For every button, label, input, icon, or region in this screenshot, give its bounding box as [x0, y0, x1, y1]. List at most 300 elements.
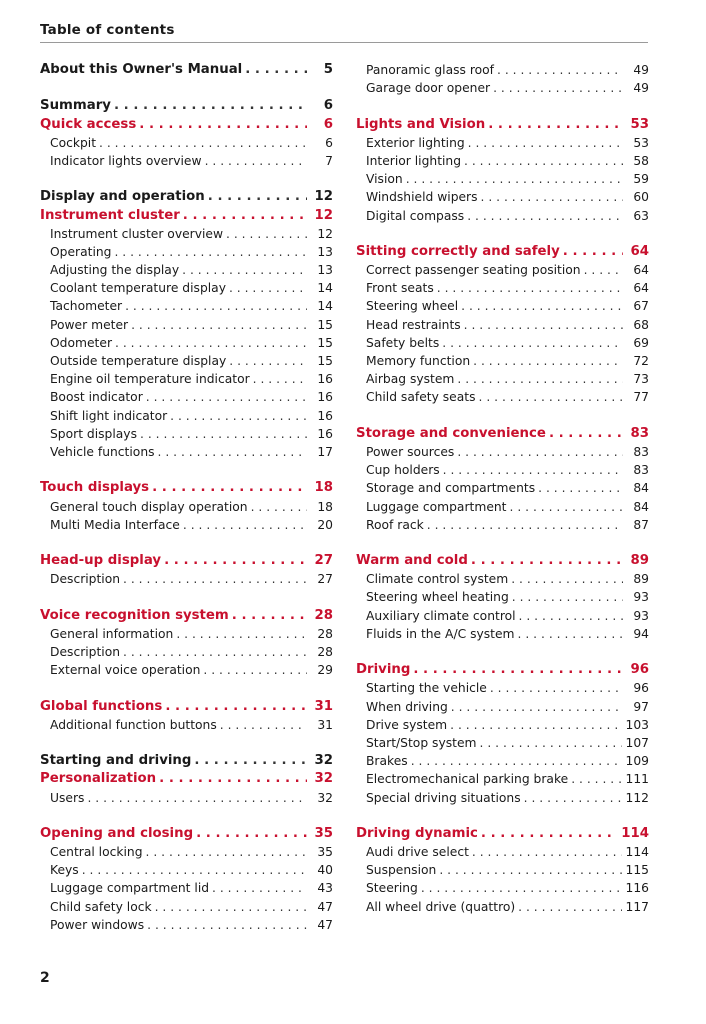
toc-entry-page: 17 — [317, 444, 333, 459]
toc-entry[interactable] — [40, 443, 333, 461]
toc-entry[interactable] — [40, 570, 333, 588]
dot-leader — [511, 570, 623, 588]
toc-entry-label: Description — [50, 572, 121, 587]
toc-entry[interactable] — [40, 370, 333, 388]
dot-leader — [488, 116, 623, 134]
toc-entry-page: 35 — [314, 825, 333, 841]
toc-entry-label: Coolant temperature display — [50, 281, 226, 296]
toc-entry-page: 47 — [317, 917, 333, 932]
toc-entry[interactable] — [356, 716, 649, 734]
toc-entry[interactable] — [356, 570, 649, 588]
toc-entry[interactable] — [40, 352, 333, 370]
toc-entry[interactable] — [356, 170, 649, 188]
toc-entry-label: Indicator lights overview — [50, 153, 202, 168]
toc-entry[interactable] — [40, 716, 333, 734]
toc-entry-page: 97 — [633, 699, 649, 714]
dot-leader — [510, 498, 624, 516]
toc-entry-label: Keys — [50, 863, 79, 878]
toc-entry[interactable] — [40, 879, 333, 897]
toc-entry[interactable] — [356, 607, 649, 625]
toc-section-heading[interactable] — [40, 752, 333, 770]
toc-entry-label: Climate control system — [366, 572, 509, 587]
dot-leader — [563, 243, 623, 261]
toc-entry-page: 49 — [633, 63, 649, 77]
toc-entry-label: Head restraints — [366, 317, 461, 332]
toc-entry[interactable] — [356, 498, 649, 516]
toc-entry-page: 87 — [633, 517, 649, 532]
toc-entry-page: 18 — [314, 480, 333, 496]
toc-entry[interactable] — [356, 279, 649, 297]
toc-entry[interactable] — [356, 370, 649, 388]
dot-leader — [439, 861, 621, 879]
toc-entry-page: 13 — [317, 263, 333, 278]
dot-leader — [421, 879, 622, 897]
dot-leader — [146, 843, 307, 861]
dot-leader — [472, 843, 622, 861]
toc-entry-page: 77 — [633, 390, 649, 405]
toc-entry-label: When driving — [366, 699, 448, 714]
dot-leader — [194, 752, 307, 770]
toc-entry-label: Voice recognition system — [40, 607, 229, 623]
toc-entry-label: Operating — [50, 244, 112, 259]
dot-leader — [481, 188, 623, 206]
dot-leader — [461, 297, 623, 315]
dot-leader — [176, 625, 307, 643]
toc-entry-page: 6 — [323, 116, 333, 132]
toc-entry-page: 114 — [625, 845, 649, 860]
toc-entry[interactable] — [356, 388, 649, 406]
toc-entry[interactable] — [356, 61, 649, 79]
dot-leader — [82, 861, 307, 879]
toc-entry-page: 93 — [633, 590, 649, 605]
toc-entry[interactable] — [356, 334, 649, 352]
dot-leader — [480, 734, 622, 752]
toc-section-heading[interactable] — [356, 243, 649, 261]
dot-leader — [518, 625, 623, 643]
toc-entry-page: 28 — [317, 626, 333, 641]
dot-leader — [479, 388, 623, 406]
toc-entry[interactable] — [356, 443, 649, 461]
toc-entry[interactable] — [356, 625, 649, 643]
toc-entry-page: 103 — [625, 717, 649, 732]
toc-entry-label: Lights and Vision — [356, 116, 486, 132]
toc-entry-page: 16 — [317, 408, 333, 423]
toc-entry-page: 72 — [633, 354, 649, 368]
toc-entry-page: 29 — [317, 663, 333, 678]
toc-entry-label: Driving — [356, 662, 411, 678]
dot-leader — [158, 443, 307, 461]
toc-entry-page: 69 — [633, 335, 649, 350]
toc-entry-label: Engine oil temperature indicator — [50, 372, 250, 387]
toc-entry-label: Multi Media Interface — [50, 517, 180, 532]
toc-entry[interactable] — [40, 516, 333, 534]
toc-entry[interactable] — [356, 770, 649, 788]
toc-entry[interactable] — [356, 79, 649, 97]
toc-entry-page: 32 — [314, 771, 333, 787]
toc-entry[interactable] — [356, 789, 649, 807]
toc-entry[interactable] — [356, 516, 649, 534]
toc-entry-label: Power sources — [366, 444, 455, 459]
dot-leader — [226, 225, 307, 243]
dot-leader — [140, 425, 307, 443]
toc-entry-page: 13 — [317, 244, 333, 259]
toc-entry-page: 83 — [630, 425, 649, 441]
dot-leader — [182, 261, 307, 279]
dot-leader — [164, 552, 307, 570]
dot-leader — [159, 770, 307, 788]
toc-entry[interactable] — [40, 661, 333, 679]
toc-entry-label: Users — [50, 790, 85, 805]
dot-leader — [170, 407, 307, 425]
toc-entry-page: 112 — [625, 790, 649, 805]
toc-entry-label: Additional function buttons — [50, 717, 217, 732]
toc-entry-page: 16 — [317, 372, 333, 387]
dot-leader — [481, 825, 617, 843]
toc-entry-label: Power windows — [50, 917, 145, 932]
toc-entry-label: Child safety seats — [366, 390, 476, 405]
toc-entry[interactable] — [40, 425, 333, 443]
dot-leader — [464, 152, 623, 170]
toc-entry-label: Front seats — [366, 281, 434, 296]
dot-leader — [437, 279, 623, 297]
toc-entry-label: Vehicle functions — [50, 444, 155, 459]
toc-entry[interactable] — [40, 643, 333, 661]
toc-entry-label: Luggage compartment lid — [50, 881, 210, 896]
toc-entry-label: Cup holders — [366, 463, 440, 478]
toc-entry-label: Steering wheel heating — [366, 590, 509, 605]
dot-leader — [245, 61, 307, 79]
toc-entry-label: Shift light indicator — [50, 408, 168, 423]
dot-leader — [519, 607, 623, 625]
toc-entry-label: Correct passenger seating position — [366, 263, 581, 278]
toc-entry-label: Vision — [366, 172, 403, 187]
toc-entry-page: 15 — [317, 335, 333, 350]
toc-entry[interactable] — [356, 861, 649, 879]
toc-entry-label: Garage door opener — [366, 81, 491, 96]
toc-section-heading[interactable] — [40, 188, 333, 206]
dot-leader — [183, 207, 307, 225]
toc-entry-label: Power meter — [50, 317, 129, 332]
toc-entry-label: Digital compass — [366, 208, 465, 223]
toc-section-heading[interactable] — [40, 61, 333, 79]
dot-leader — [451, 698, 623, 716]
toc-entry[interactable] — [40, 843, 333, 861]
toc-entry-label: Driving dynamic — [356, 825, 478, 841]
toc-entry-label: Memory function — [366, 354, 471, 368]
dot-leader — [115, 334, 307, 352]
toc-entry-page: 89 — [630, 553, 649, 569]
dot-leader — [131, 316, 307, 334]
dot-leader — [99, 134, 307, 152]
toc-entry[interactable] — [356, 843, 649, 861]
toc-section-heading[interactable] — [356, 425, 649, 443]
toc-entry-page: 28 — [317, 645, 333, 659]
toc-entry-label: Odometer — [50, 335, 112, 350]
toc-section-heading[interactable] — [40, 97, 333, 115]
toc-entry-page: 59 — [633, 172, 649, 187]
dot-leader — [253, 370, 307, 388]
toc-entry-label: Head-up display — [40, 553, 162, 569]
toc-entry[interactable] — [356, 734, 649, 752]
toc-entry-page: 109 — [625, 754, 649, 769]
toc-entry-label: External voice operation — [50, 663, 201, 678]
toc-entry[interactable] — [356, 261, 649, 279]
toc-entry-page: 60 — [633, 190, 649, 205]
dot-leader — [229, 352, 307, 370]
toc-entry-label: General touch display operation — [50, 499, 248, 514]
toc-section-heading[interactable] — [40, 207, 333, 225]
toc-entry[interactable] — [356, 588, 649, 606]
toc-entry-label: Roof rack — [366, 517, 424, 532]
toc-entry[interactable] — [356, 679, 649, 697]
toc-entry-label: Brakes — [366, 754, 408, 769]
toc-entry-label: Storage and compartments — [366, 481, 536, 496]
page-number: 2 — [40, 970, 50, 986]
toc-entry[interactable] — [40, 898, 333, 916]
toc-entry-page: 15 — [317, 317, 333, 332]
toc-entry-page: 64 — [630, 243, 649, 259]
toc-section-heading[interactable] — [356, 116, 649, 134]
toc-entry[interactable] — [356, 207, 649, 225]
toc-entry[interactable] — [40, 134, 333, 152]
dot-leader — [251, 498, 307, 516]
dot-leader — [411, 752, 622, 770]
toc-entry-page: 63 — [633, 208, 649, 223]
toc-entry-page: 53 — [633, 135, 649, 150]
dot-leader — [212, 879, 307, 897]
toc-entry-label: Warm and cold — [356, 553, 468, 569]
toc-entry-label: Description — [50, 645, 121, 659]
toc-entry-page: 12 — [314, 189, 333, 205]
toc-entry-page: 93 — [633, 608, 649, 623]
dot-leader — [471, 552, 623, 570]
toc-section-heading[interactable] — [40, 607, 333, 625]
toc-entry-label: Start/Stop system — [366, 735, 477, 750]
toc-entry-page: 53 — [630, 116, 649, 132]
dot-leader — [147, 916, 307, 934]
toc-entry-page: 94 — [633, 626, 649, 641]
toc-entry-page: 73 — [633, 372, 649, 387]
toc-entry-label: All wheel drive (quattro) — [366, 899, 516, 914]
toc-entry-label: Suspension — [366, 863, 437, 878]
toc-entry[interactable] — [356, 752, 649, 770]
toc-entry-label: Tachometer — [50, 299, 123, 314]
toc-entry-label: Boost indicator — [50, 390, 143, 405]
dot-leader — [512, 588, 623, 606]
toc-entry-page: 47 — [317, 899, 333, 914]
toc-entry[interactable] — [40, 279, 333, 297]
dot-leader — [457, 370, 623, 388]
toc-entry[interactable] — [356, 479, 649, 497]
toc-entry-page: 27 — [314, 553, 333, 569]
toc-entry-page: 115 — [625, 863, 649, 878]
toc-entry-page: 107 — [625, 735, 649, 750]
toc-entry[interactable] — [40, 861, 333, 879]
header-divider — [40, 42, 648, 43]
toc-entry[interactable] — [40, 334, 333, 352]
dot-leader — [571, 770, 621, 788]
dot-leader — [152, 479, 307, 497]
toc-entry-page: 64 — [633, 281, 649, 296]
toc-entry-page: 27 — [317, 572, 333, 587]
toc-entry-page: 68 — [633, 317, 649, 332]
toc-entry[interactable] — [40, 498, 333, 516]
toc-entry-label: Starting the vehicle — [366, 681, 487, 696]
dot-leader — [125, 297, 307, 315]
dot-leader — [229, 279, 307, 297]
toc-entry-label: Starting and driving — [40, 753, 192, 769]
toc-entry-page: 16 — [317, 426, 333, 441]
toc-entry-label: Panoramic glass roof — [366, 63, 495, 77]
toc-entry[interactable] — [356, 134, 649, 152]
toc-entry-label: Quick access — [40, 116, 137, 132]
toc-entry[interactable] — [40, 789, 333, 807]
toc-column-left — [40, 61, 333, 934]
toc-entry-page: 16 — [317, 390, 333, 405]
toc-entry-page: 6 — [325, 135, 333, 150]
dot-leader — [196, 825, 307, 843]
toc-entry-page: 84 — [633, 499, 649, 514]
toc-entry-label: Touch displays — [40, 480, 150, 496]
toc-entry-label: Opening and closing — [40, 825, 194, 841]
toc-entry[interactable] — [356, 316, 649, 334]
toc-entry[interactable] — [40, 316, 333, 334]
dot-leader — [468, 134, 623, 152]
dot-leader — [406, 170, 623, 188]
toc-entry[interactable] — [356, 879, 649, 897]
dot-leader — [473, 352, 623, 370]
toc-section-heading[interactable] — [356, 552, 649, 570]
dot-leader — [457, 443, 623, 461]
toc-entry-page: 20 — [317, 517, 333, 532]
dot-leader — [146, 388, 307, 406]
toc-entry-label: Steering — [366, 881, 418, 896]
toc-entry[interactable] — [356, 188, 649, 206]
dot-leader — [497, 61, 623, 79]
toc-entry[interactable] — [40, 407, 333, 425]
dot-leader — [87, 789, 307, 807]
toc-entry-label: Central locking — [50, 845, 143, 860]
toc-entry-label: Adjusting the display — [50, 263, 180, 278]
toc-entry-page: 28 — [314, 607, 333, 623]
toc-entry[interactable] — [40, 916, 333, 934]
toc-entry-label: Drive system — [366, 717, 448, 732]
dot-leader — [450, 716, 621, 734]
toc-section-heading[interactable] — [40, 825, 333, 843]
toc-entry-page: 96 — [630, 662, 649, 678]
dot-leader — [490, 679, 623, 697]
toc-entry-label: Auxiliary climate control — [366, 608, 516, 623]
toc-entry-label: Display and operation — [40, 189, 205, 205]
toc-entry-page: 14 — [317, 281, 333, 296]
toc-entry[interactable] — [356, 352, 649, 370]
toc-entry-page: 117 — [625, 899, 649, 914]
toc-entry-label: Sport displays — [50, 426, 137, 441]
toc-entry[interactable] — [356, 698, 649, 716]
toc-entry[interactable] — [356, 297, 649, 315]
toc-entry-label: General information — [50, 626, 174, 641]
toc-entry-page: 116 — [625, 881, 649, 896]
toc-entry-page: 96 — [633, 681, 649, 696]
toc-entry-page: 64 — [633, 263, 649, 278]
dot-leader — [203, 661, 307, 679]
page-title: Table of contents — [40, 22, 175, 38]
toc-entry[interactable] — [40, 225, 333, 243]
toc-entry-label: Airbag system — [366, 372, 455, 387]
toc-entry-page: 14 — [317, 299, 333, 314]
toc-section-heading[interactable] — [40, 770, 333, 788]
dot-leader — [155, 898, 307, 916]
toc-entry-page: 83 — [633, 444, 649, 459]
toc-entry-label: Electromechanical parking brake — [366, 772, 569, 787]
toc-entry-label: Audi drive select — [366, 845, 469, 860]
toc-entry-page: 15 — [317, 354, 333, 368]
toc-entry[interactable] — [356, 152, 649, 170]
toc-entry-label: Fluids in the A/C system — [366, 626, 515, 641]
toc-entry-label: Child safety lock — [50, 899, 152, 914]
toc-section-heading[interactable] — [356, 825, 649, 843]
toc-entry[interactable] — [40, 625, 333, 643]
toc-entry-label: Luggage compartment — [366, 499, 507, 514]
toc-entry-label: Exterior lighting — [366, 135, 465, 150]
toc-section-heading[interactable] — [356, 661, 649, 679]
toc-entry-label: Interior lighting — [366, 153, 462, 168]
dot-leader — [442, 334, 623, 352]
dot-leader — [464, 316, 623, 334]
toc-entry-label: Instrument cluster — [40, 207, 180, 223]
toc-entry-page: 67 — [633, 299, 649, 314]
toc-entry-label: Outside temperature display — [50, 354, 227, 368]
toc-section-heading[interactable] — [40, 698, 333, 716]
dot-leader — [205, 152, 307, 170]
dot-leader — [524, 789, 622, 807]
toc-entry-page: 31 — [317, 717, 333, 732]
toc-entry-page: 18 — [317, 499, 333, 514]
toc-entry-label: Summary — [40, 98, 111, 114]
toc-entry-page: 111 — [625, 772, 649, 787]
dot-leader — [443, 461, 623, 479]
toc-entry-page: 7 — [325, 153, 333, 168]
toc-section-heading[interactable] — [40, 479, 333, 497]
toc-entry-label: Personalization — [40, 771, 157, 787]
dot-leader — [114, 243, 307, 261]
toc-entry[interactable] — [40, 297, 333, 315]
toc-entry-page: 43 — [317, 881, 333, 896]
dot-leader — [220, 716, 307, 734]
toc-section-heading[interactable] — [40, 116, 333, 134]
toc-entry-page: 84 — [633, 481, 649, 496]
dot-leader — [139, 116, 307, 134]
dot-leader — [467, 207, 623, 225]
toc-entry-page: 12 — [317, 226, 333, 241]
toc-entry[interactable] — [356, 461, 649, 479]
toc-entry-page: 5 — [323, 62, 333, 77]
toc-entry-page: 35 — [317, 845, 333, 860]
toc-entry-label: Special driving situations — [366, 790, 521, 805]
toc-entry-page: 58 — [633, 153, 649, 168]
toc-entry[interactable] — [356, 898, 649, 916]
toc-entry[interactable] — [40, 388, 333, 406]
dot-leader — [427, 516, 623, 534]
toc-entry-page: 40 — [317, 863, 333, 878]
toc-entry-page: 49 — [633, 81, 649, 96]
toc-entry-page: 6 — [323, 98, 333, 114]
dot-leader — [165, 698, 307, 716]
toc-entry[interactable] — [40, 152, 333, 170]
toc-section-heading[interactable] — [40, 552, 333, 570]
toc-entry[interactable] — [40, 243, 333, 261]
toc-entry[interactable] — [40, 261, 333, 279]
